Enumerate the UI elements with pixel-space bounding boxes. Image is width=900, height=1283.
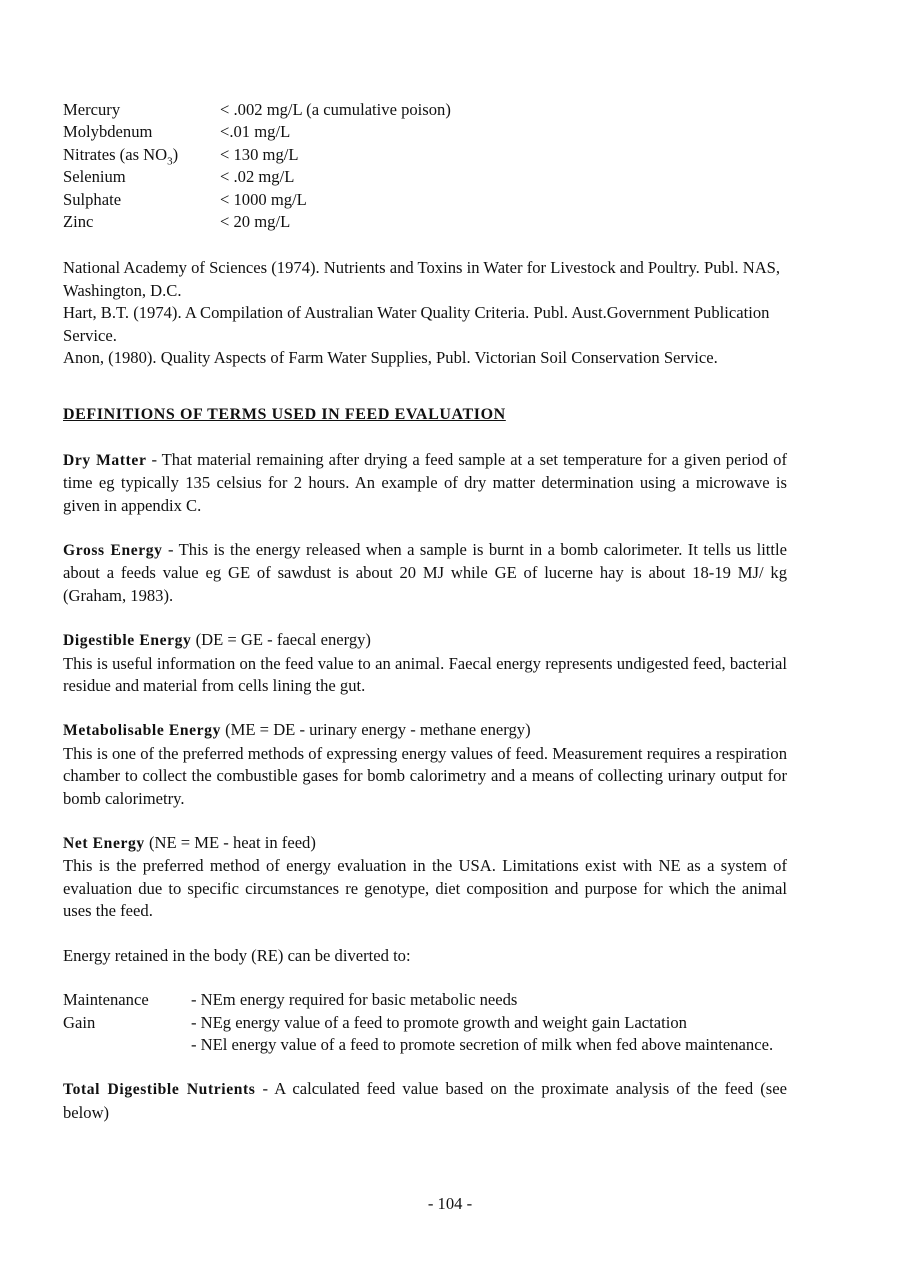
document-page (63, 99, 787, 1124)
retained-label: Maintenance (63, 990, 149, 1010)
retained-text: - NEl energy value of a feed to promote secretion of milk when fed above maintenance. (191, 1034, 774, 1054)
retained-label (63, 1034, 191, 1056)
term-label: Dry Matter (63, 451, 147, 469)
term-formula: (DE = GE - faecal energy) (191, 630, 371, 650)
limit-name: Mercury (63, 100, 121, 119)
limits-row (63, 211, 787, 233)
definition-text: This is useful information on the feed value to an animal. Faecal energy represents undigested feed, bacterial residue and material from cells lining the gut. (63, 653, 787, 696)
definition-metabolisable-energy (63, 719, 787, 810)
retained-item (63, 989, 787, 1011)
definition-text: - That material remaining after drying a feed sample at a set temperature for a given period of time eg typically 135 celsius for 2 hours. An example of dry matter determination using a microwave is given in appendix C. (63, 449, 787, 515)
term-label: Gross Energy (63, 542, 163, 559)
definition-text: This is the preferred method of energy evaluation in the USA. Limitations exist with NE as a system of evaluation due to specific circumstances re genotype, diet composition and purpose for which the animal uses the feed. (63, 856, 787, 921)
reference-item: Hart, B.T. (1974). A Compilation of Australian Water Quality Criteria. Publ. Aust.Government Publication Service. (63, 303, 770, 345)
reference-item: National Academy of Sciences (1974). Nutrients and Toxins in Water for Livestock and Poultry. Publ. NAS, Washington, D.C. (63, 258, 781, 300)
term-label: Digestible Energy (63, 632, 192, 650)
term-formula: (ME = DE - urinary energy - methane energy) (220, 720, 531, 740)
limits-row (63, 189, 787, 211)
limit-name: Molybdenum (63, 122, 153, 142)
limit-value: < .02 mg/L (220, 167, 295, 187)
retained-text: - NEm energy required for basic metabolic needs (191, 990, 518, 1010)
definition-digestible-energy (63, 629, 787, 697)
limit-value: < 130 mg/L (220, 144, 299, 164)
limit-name: Sulphate (63, 189, 122, 209)
term-label: Metabolisable Energy (63, 722, 221, 740)
retained-intro: Energy retained in the body (RE) can be diverted to: (63, 945, 411, 965)
retained-text: - NEg energy value of a feed to promote growth and weight gain Lactation (191, 1012, 687, 1032)
limits-table (63, 99, 787, 233)
limit-name: Nitrates (as $NO_3$) (63, 144, 179, 168)
definition-text: - This is the energy released when a sample is burnt in a bomb calorimeter. It tells us little about a feeds value eg GE of sawdust is about 20 MJ while GE of lucerne hay is about 18-19 MJ/ kg (Graham, 1983). (63, 540, 787, 605)
limits-row (63, 99, 787, 121)
definition-text: This is one of the preferred methods of expressing energy values of feed. Measurement requires a respiration chamber to collect the combustible gases for bomb calorimetry and a means of collecting urinary output for bomb calorimetry. (63, 743, 787, 808)
retained-item (63, 1012, 787, 1034)
retained-list (63, 989, 787, 1056)
limit-name: Selenium (63, 167, 126, 187)
retained-item (63, 1034, 787, 1056)
limits-row (63, 121, 787, 143)
references (63, 257, 787, 369)
limits-row (63, 144, 787, 166)
section-heading: DEFINITIONS OF TERMS USED IN FEED EVALUATION (63, 406, 506, 424)
definition-text: - A calculated feed value based on the proximate analysis of the feed (see below) (63, 1079, 787, 1122)
retained-label: Gain (63, 1012, 96, 1032)
definition-dry-matter (63, 449, 787, 517)
limits-row (63, 166, 787, 188)
term-label: Total Digestible Nutrients (63, 1081, 256, 1099)
limit-value: < .002 mg/L (a cumulative poison) (220, 100, 451, 119)
limit-name: Zinc (63, 211, 94, 231)
reference-item: Anon, (1980). Quality Aspects of Farm Water Supplies, Publ. Victorian Soil Conservation Service. (63, 347, 718, 367)
term-formula: (NE = ME - heat in feed) (144, 833, 316, 853)
page-number: - 104 - (427, 1194, 473, 1213)
limit-value: < 20 mg/L (220, 211, 291, 231)
definition-tdn (63, 1078, 787, 1124)
limit-value: < 1000 mg/L (220, 189, 307, 209)
term-label: Net Energy (63, 835, 145, 853)
definition-gross-energy (63, 539, 787, 607)
limit-value: <.01 mg/L (220, 122, 291, 142)
definition-net-energy (63, 832, 787, 923)
